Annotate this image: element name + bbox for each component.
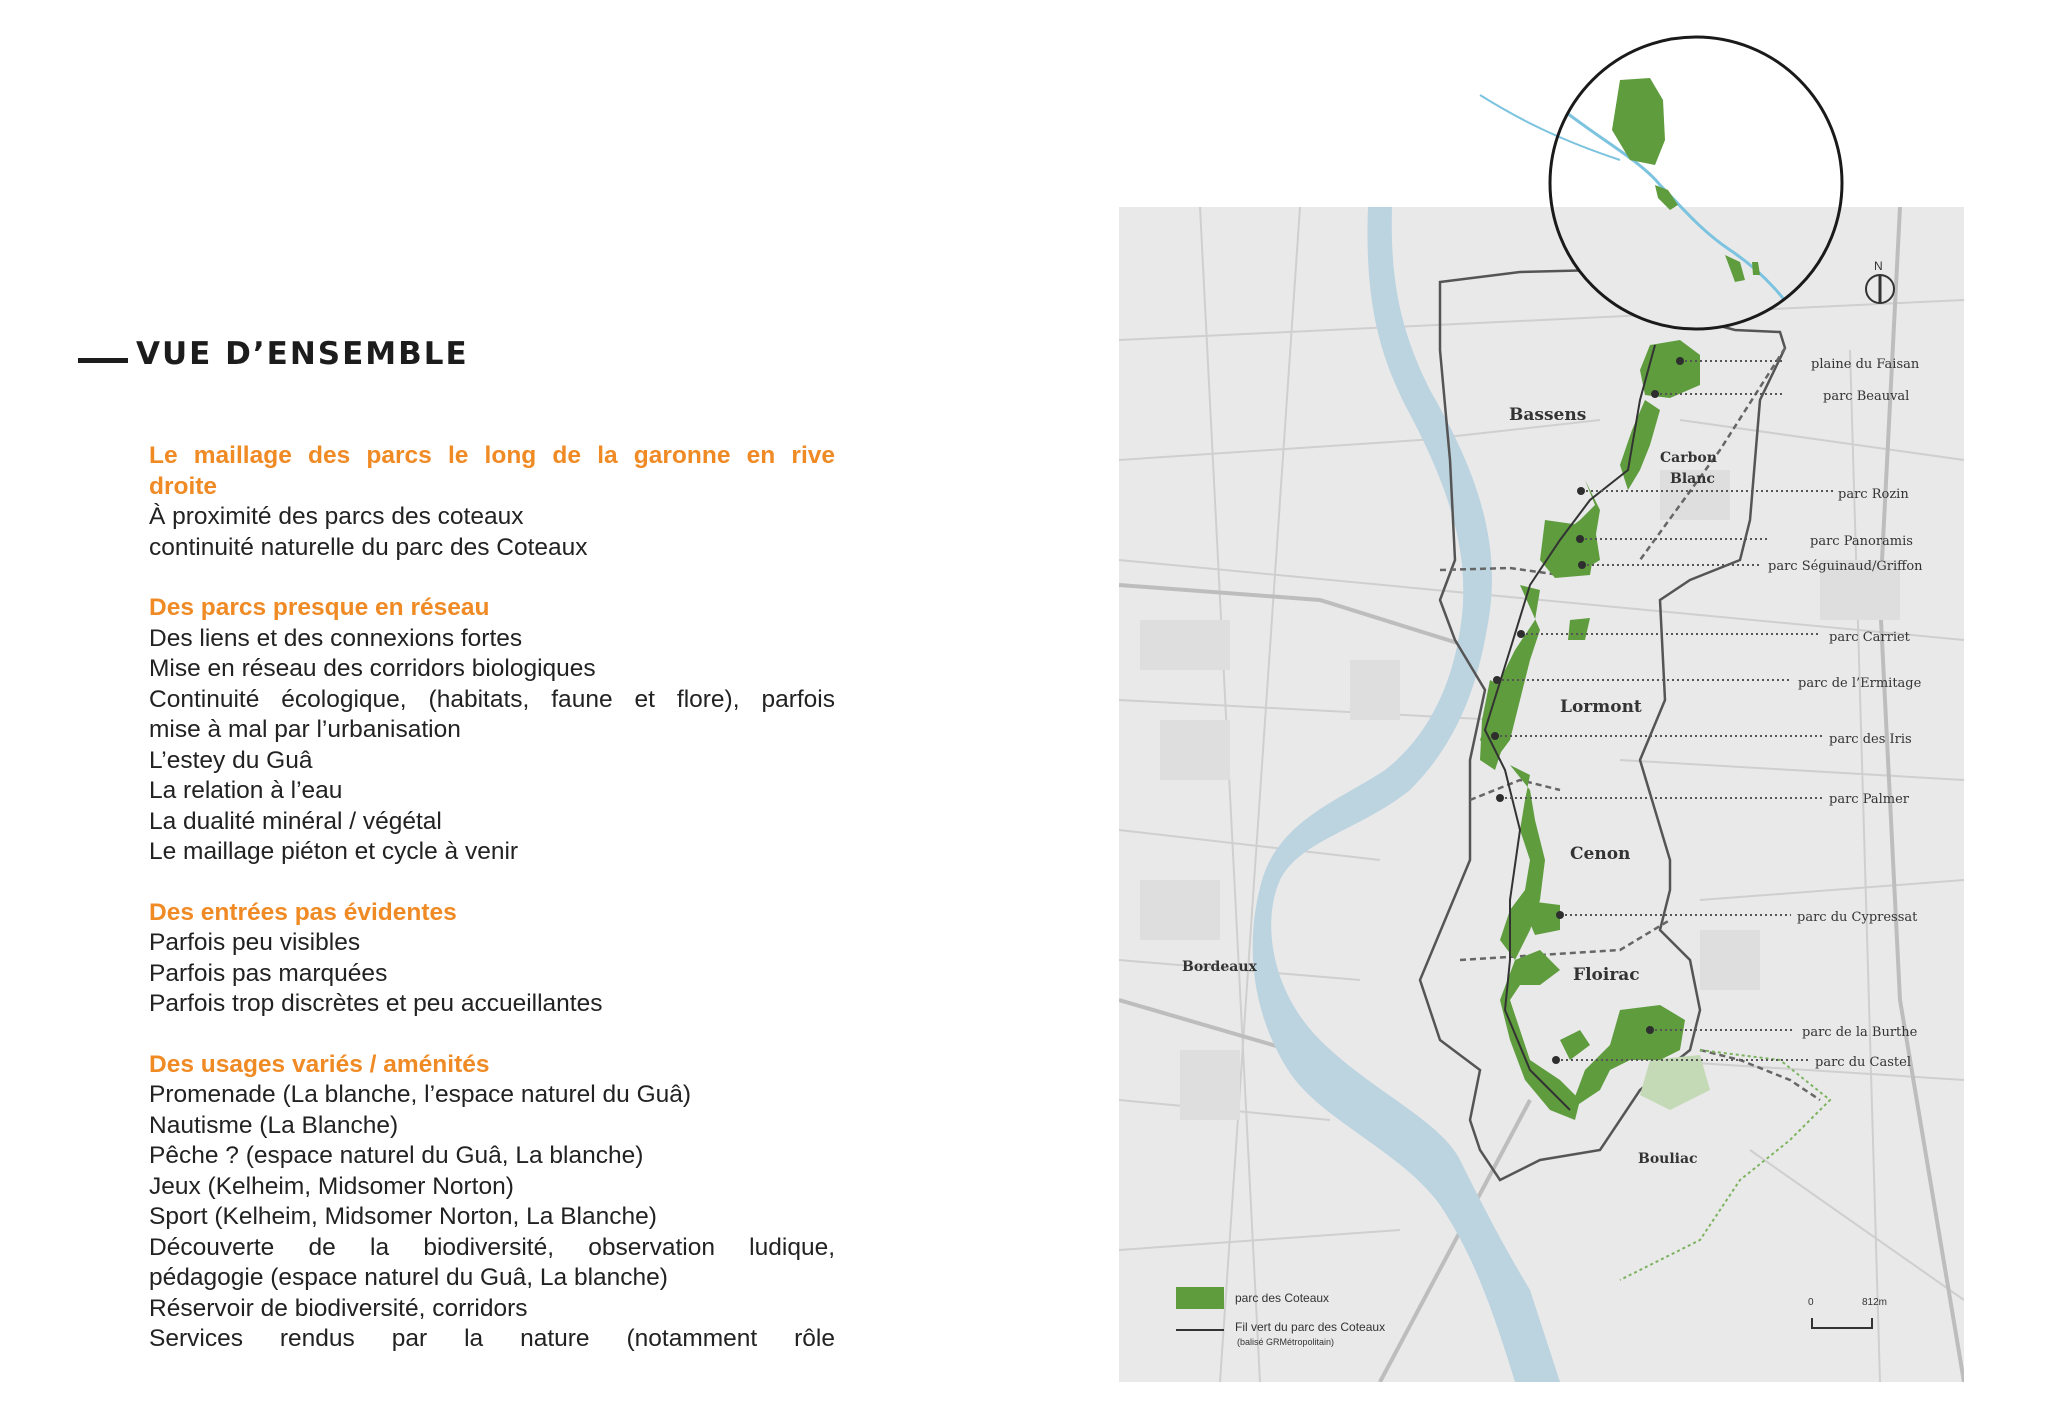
block-title: Des entrées pas évidentes: [149, 898, 457, 926]
park-label: parc Séguinaud/Griffon: [1768, 559, 1923, 574]
block-line: mise à mal par l’urbanisation: [149, 716, 461, 743]
block-line: Continuité écologique, (habitats, faune et flore), parfois: [149, 685, 835, 713]
block-line: Réservoir de biodiversité, corridors: [149, 1294, 528, 1322]
park-label: parc du Cypressat: [1797, 910, 1918, 925]
block-line: Parfois peu visibles: [149, 929, 361, 956]
park-label: parc Panoramis: [1810, 534, 1913, 549]
block-title: Des usages variés / aménités: [149, 1050, 490, 1078]
park-label: parc de l’Ermitage: [1798, 676, 1922, 691]
town-label: Lormont: [1560, 697, 1642, 717]
block-line: Pêche ? (espace naturel du Guâ, La blanche): [149, 1142, 644, 1169]
park-label: parc Palmer: [1829, 792, 1910, 807]
park-label: parc Rozin: [1838, 487, 1909, 502]
park-label: plaine du Faisan: [1811, 357, 1920, 372]
block-line: Mise en réseau des corridors biologiques: [149, 655, 596, 682]
legend-swatch: [1176, 1287, 1224, 1309]
scale-distance: 812m: [1862, 1297, 1888, 1308]
block-line: Sport (Kelheim, Midsomer Norton, La Blanche): [149, 1203, 657, 1230]
town-label: Blanc: [1670, 471, 1715, 487]
block-line: Parfois trop discrètes et peu accueillantes: [149, 990, 603, 1017]
town-label: Bouliac: [1638, 1151, 1698, 1167]
town-label: Bassens: [1509, 405, 1587, 425]
legend-line-sub: (balisé GRMétropolitain): [1237, 1337, 1335, 1347]
block-line: Découverte de la biodiversité, observation ludique,: [149, 1233, 835, 1261]
block-line: Jeux (Kelheim, Midsomer Norton): [149, 1172, 514, 1200]
park-label: parc de la Burthe: [1802, 1025, 1918, 1040]
block-line: À proximité des parcs des coteaux: [149, 503, 524, 530]
block-line: Nautisme (La Blanche): [149, 1111, 399, 1139]
block-line: Promenade (La blanche, l’espace naturel du Guâ): [149, 1081, 692, 1108]
block-line: Parfois pas marquées: [149, 959, 388, 987]
park-label: parc Carriet: [1829, 630, 1910, 645]
block-line: continuité naturelle du parc des Coteaux: [149, 533, 588, 561]
block-line: Services rendus par la nature (notamment rôle: [149, 1325, 835, 1352]
town-label: Carbon: [1660, 450, 1717, 466]
town-label: Cenon: [1570, 844, 1631, 864]
town-label: Bordeaux: [1182, 959, 1257, 975]
block-line: La relation à l’eau: [149, 777, 343, 804]
block-line: pédagogie (espace naturel du Guâ, La blanche): [149, 1264, 668, 1291]
block-line: Le maillage piéton et cycle à venir: [149, 838, 519, 865]
legend-line-label: Fil vert du parc des Coteaux: [1235, 1320, 1386, 1334]
block-line: La dualité minéral / végétal: [149, 807, 442, 835]
block-line: Des liens et des connexions fortes: [149, 624, 523, 652]
town-label: Floirac: [1573, 965, 1640, 985]
park-label: parc des Iris: [1829, 732, 1912, 747]
block-title: Le maillage des parcs le long de la garonne en rive: [149, 442, 835, 469]
block-title: Des parcs presque en réseau: [149, 594, 490, 621]
legend-green-label: parc des Coteaux: [1235, 1291, 1330, 1305]
north-label: N: [1874, 259, 1883, 273]
block-title: droite: [149, 472, 218, 500]
section-title: VUE D’ENSEMBLE: [136, 336, 469, 372]
scale-zero: 0: [1808, 1297, 1814, 1308]
block-line: L’estey du Guâ: [149, 746, 313, 774]
park-label: parc du Castel: [1815, 1055, 1911, 1070]
park-label: parc Beauval: [1823, 389, 1910, 404]
